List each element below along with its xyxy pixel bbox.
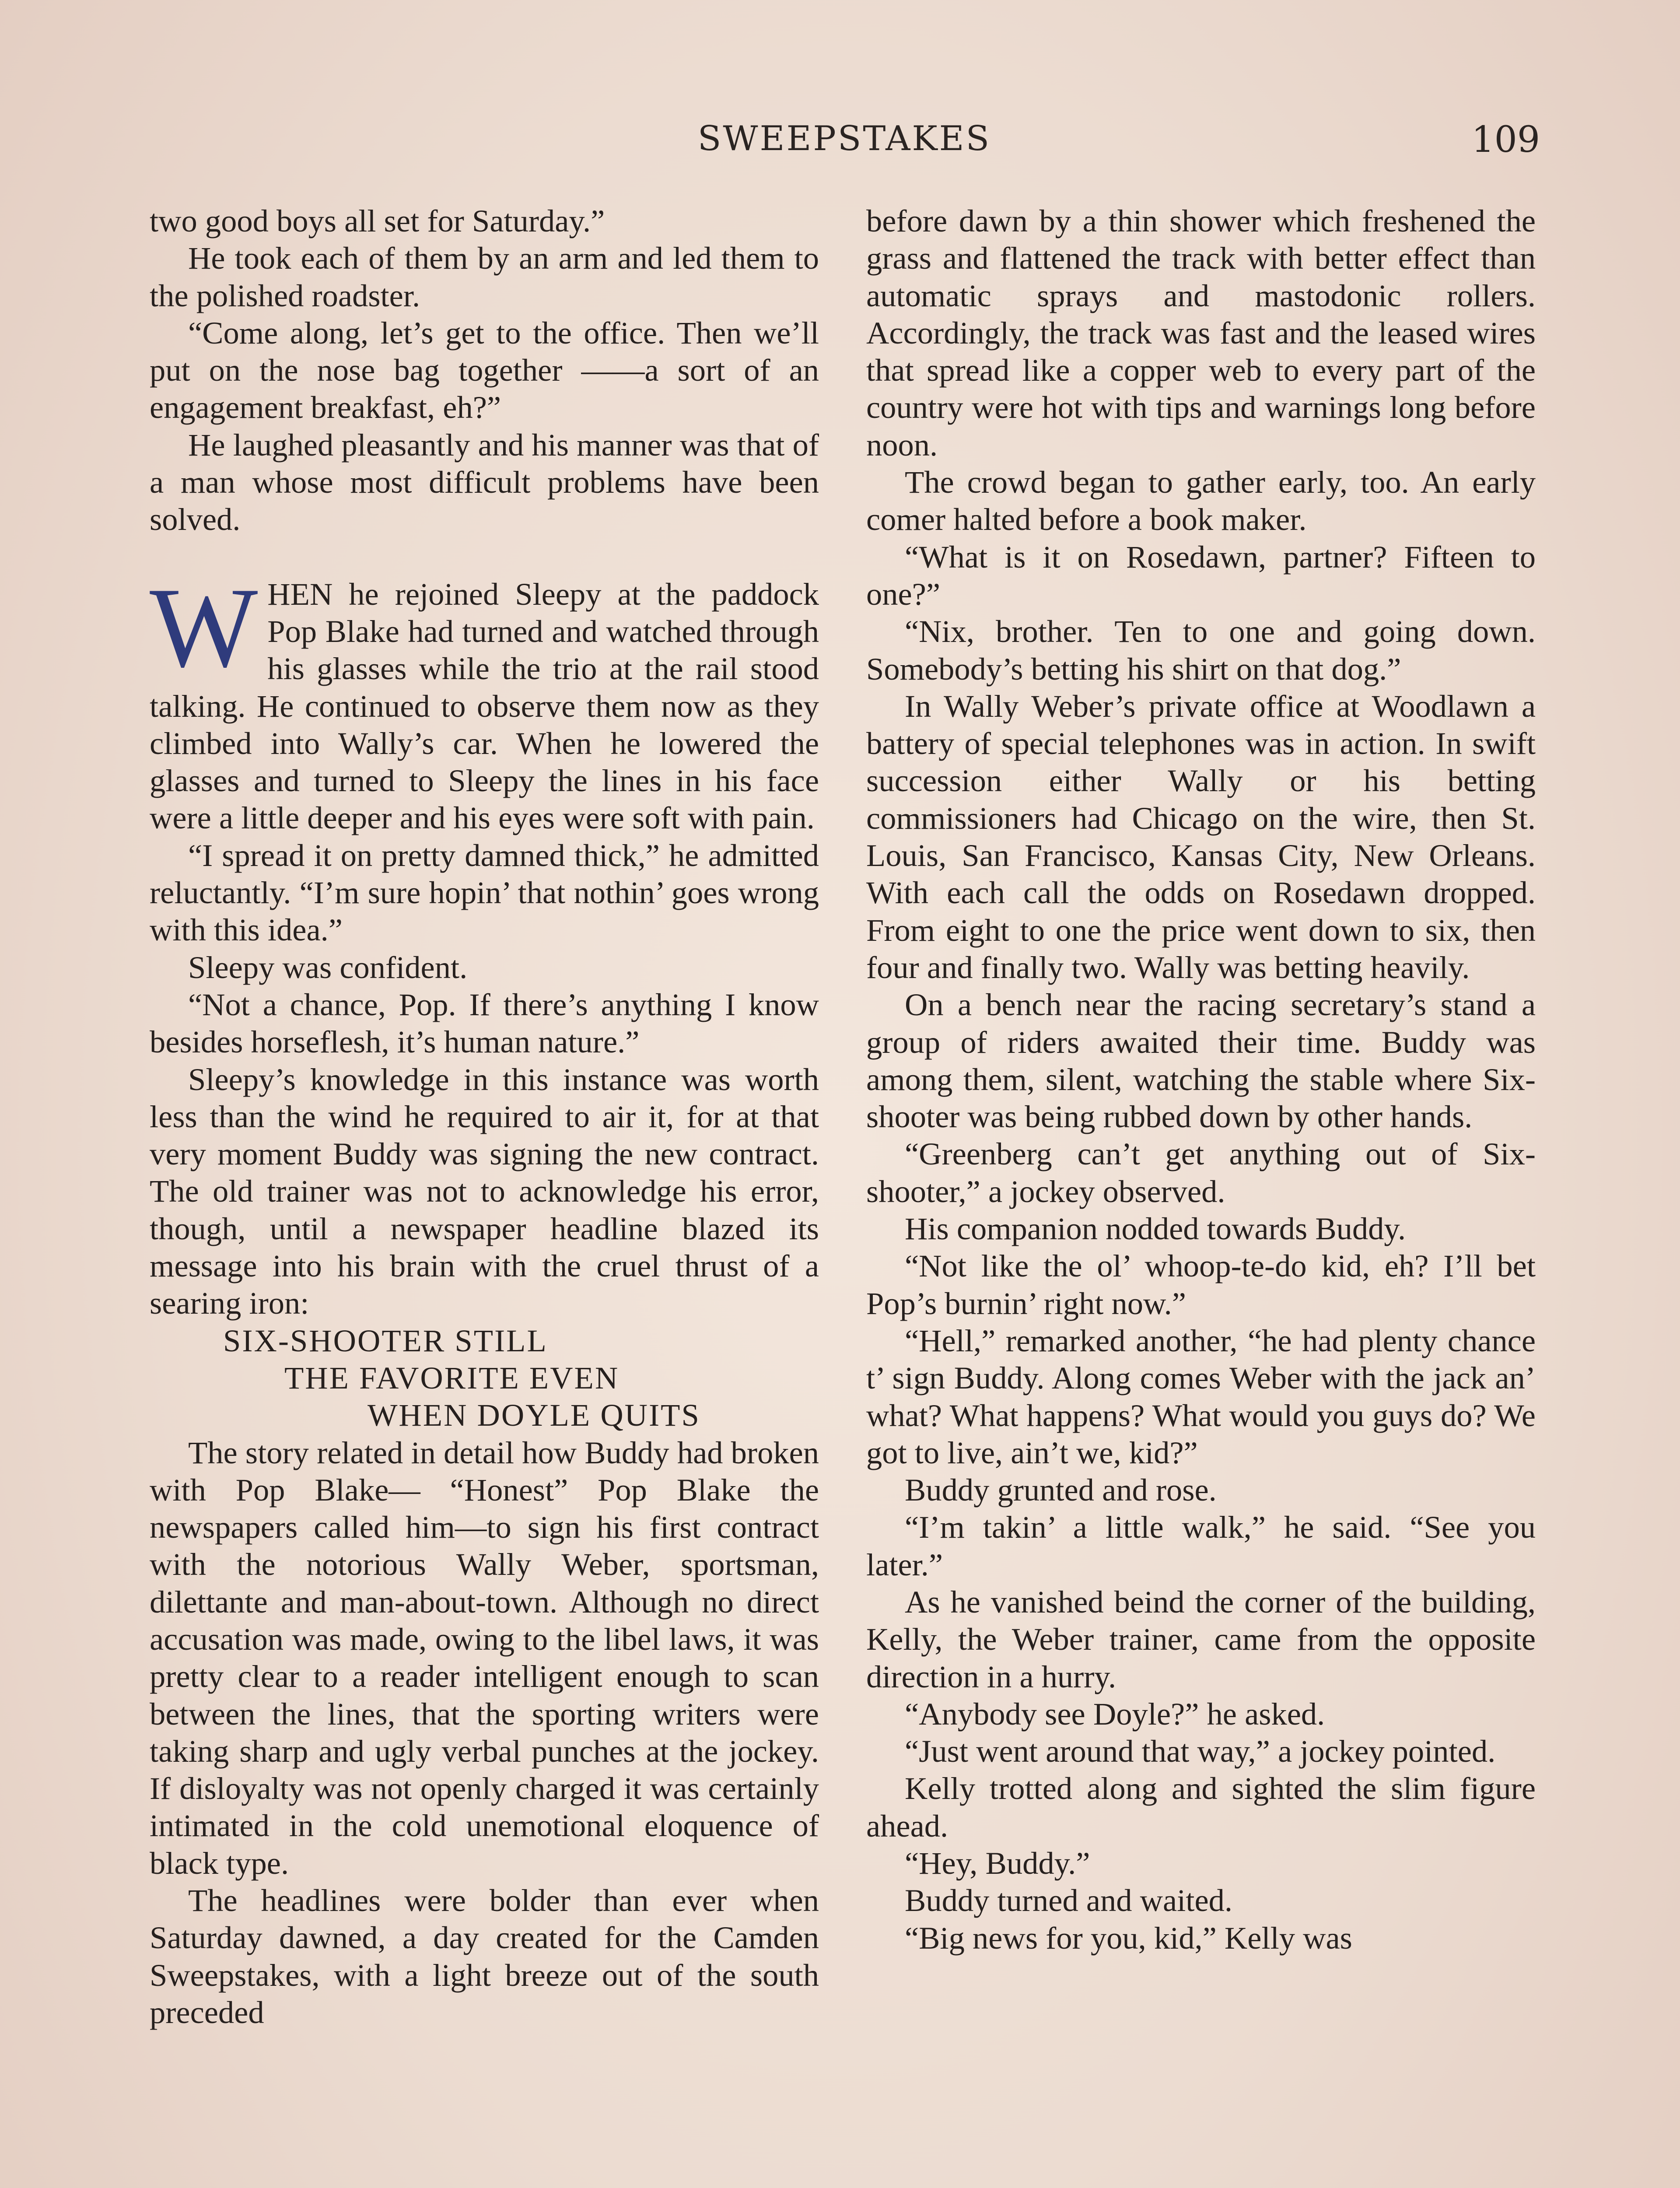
- paragraph: “Hell,” remarked another, “he had plenty chance t’ sign Buddy. Along comes Weber with the jack an’ what? What happens? What would you guys do? We got to live, ain’t we, kid?”: [866, 1322, 1536, 1470]
- paragraph: “Big news for you, kid,” Kelly was: [905, 1920, 1352, 1956]
- paragraph: “Not like the ol’ whoop-te-do kid, eh? I’ll bet Pop’s burnin’ right now.”: [866, 1248, 1536, 1321]
- paragraph: “I spread it on pretty damned thick,” he admitted reluctantly. “I’m sure hopin’ that nothin’ goes wrong with this idea.”: [150, 837, 819, 948]
- paragraph: “Come along, let’s get to the office. Then we’ll put on the nose bag together ——a sort of an engagement breakfast, eh?”: [150, 315, 819, 425]
- newspaper-headline-line: SIX-SHOOTER STILL: [223, 1322, 548, 1358]
- paragraph: before dawn by a thin shower which freshened the grass and flattened the track with better effect than automatic sprays and mastodonic rollers. Accordingly, the track was fast and the leased wires that spread like a copper web to every part of the country were hot with tips and warnings long before noon.: [866, 203, 1536, 463]
- paragraph: “Anybody see Doyle?” he asked.: [905, 1696, 1325, 1732]
- newspaper-headline-line: THE FAVORITE EVEN: [284, 1360, 620, 1396]
- paragraph: Buddy turned and waited.: [905, 1883, 1233, 1918]
- paragraph-text: HEN he rejoined Sleepy at the paddock Pop Blake had turned and watched through his glasses while the trio at the rail stood talking. He continued to observe them now as they climbed into Wally’s car. When he lowered the glasses and turned to Sleepy the lines in his face were a little deeper and his eyes were soft with pain.: [150, 576, 819, 836]
- paragraph: “Nix, brother. Ten to one and going down. Somebody’s betting his shirt on that dog.”: [866, 614, 1536, 687]
- paragraph: The crowd began to gather early, too. An early comer halted before a book maker.: [866, 464, 1536, 537]
- paragraph: Buddy grunted and rose.: [905, 1472, 1217, 1508]
- left-column: [150, 202, 819, 2031]
- paragraph: “Not a chance, Pop. If there’s anything I know besides horseflesh, it’s human nature.”: [150, 986, 819, 1060]
- paragraph: “Just went around that way,” a jockey pointed.: [905, 1733, 1496, 1769]
- running-title: SWEEPSTAKES: [697, 119, 991, 158]
- paragraph: The headlines were bolder than ever when Saturday dawned, a day created for the Camden Sweepstakes, with a light breeze out of the south preceded: [150, 1883, 819, 2030]
- paragraph: The story related in detail how Buddy had broken with Pop Blake— “Honest” Pop Blake the newspapers called him—to sign his first contract with the notorious Wally Weber, sportsman, dilettante and man-about-town. Although no direct accusation was made, owing to the libel laws, it was pretty clear to a reader intelligent enough to scan between the lines, that the sporting writers were taking sharp and ugly verbal punches at the jockey. If disloyalty was not openly charged it was certainly intimated in the cold unemotional eloquence of black type.: [150, 1434, 819, 1881]
- paragraph: He took each of them by an arm and led them to the polished roadster.: [150, 240, 819, 313]
- paragraph: “I’m takin’ a little walk,” he said. “See you later.”: [866, 1509, 1536, 1582]
- paragraph: Kelly trotted along and sighted the slim figure ahead.: [866, 1771, 1536, 1844]
- paragraph: Sleepy’s knowledge in this instance was worth less than the wind he required to air it, for at that very moment Buddy was signing the new contract. The old trainer was not to acknowledge his error, though, until a newspaper headline blazed its message into his brain with the cruel thrust of a searing iron:: [150, 1061, 819, 1321]
- paragraph: In Wally Weber’s private office at Woodlawn a battery of special telephones was in action. In swift succession either Wally or his betting commissioners had Chicago on the wire, then St. Louis, San Francisco, Kansas City, New Orleans. With each call the odds on Rosedawn dropped. From eight to one the price went down to six, then four and finally two. Wally was betting heavily.: [866, 688, 1536, 985]
- paragraph: He laughed pleasantly and his manner was that of a man whose most difficult problems have been solved.: [150, 427, 819, 537]
- paragraph: “Hey, Buddy.”: [905, 1845, 1090, 1881]
- paragraph: “What is it on Rosedawn, partner? Fifteen to one?”: [866, 539, 1536, 612]
- page-number: 109: [1471, 119, 1540, 161]
- drop-cap: W: [150, 564, 258, 691]
- paragraph: On a bench near the racing secretary’s stand a group of riders awaited their time. Buddy was among them, silent, watching the stable where Six-shooter was being rubbed down by other hands.: [866, 987, 1536, 1135]
- paragraph: His companion nodded towards Buddy.: [905, 1211, 1406, 1247]
- paragraph: “Greenberg can’t get anything out of Six-shooter,” a jockey observed.: [866, 1136, 1536, 1209]
- right-column: [866, 202, 1536, 1957]
- paragraph: Sleepy was confident.: [188, 949, 468, 985]
- page-header: [149, 119, 1540, 167]
- paragraph: As he vanished beind the corner of the building, Kelly, the Weber trainer, came from the opposite direction in a hurry.: [866, 1584, 1536, 1694]
- dropcap-paragraph: [150, 564, 819, 837]
- paragraph: two good boys all set for Saturday.”: [150, 203, 605, 238]
- newspaper-headline-line: WHEN DOYLE QUITS: [368, 1397, 700, 1433]
